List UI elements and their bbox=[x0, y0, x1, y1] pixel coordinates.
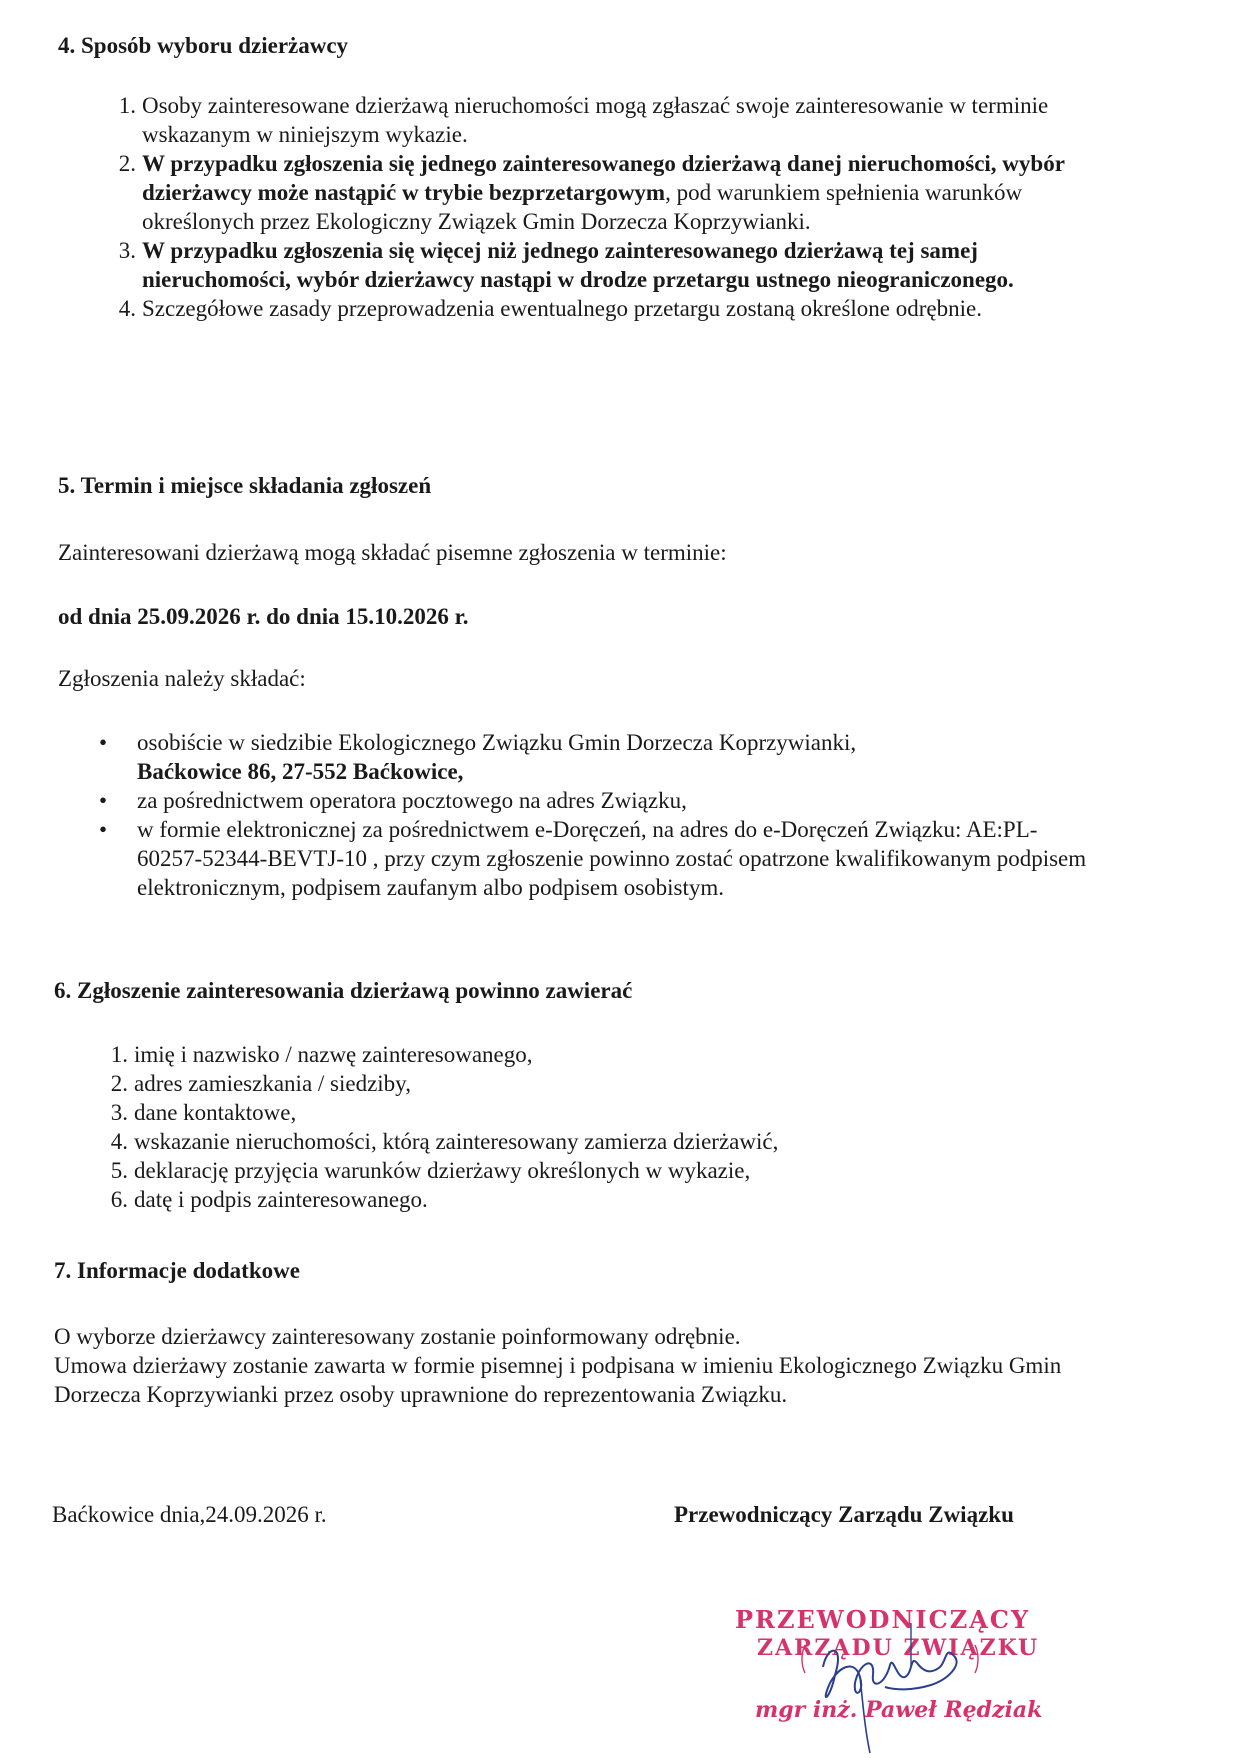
list-item bbox=[99, 728, 1097, 786]
stamp-line-1: PRZEWODNICZĄCY bbox=[735, 1605, 1031, 1634]
place-date: Baćkowice dnia,24.09.2026 r. bbox=[52, 1502, 327, 1527]
list-text: wskazanie nieruchomości, którą zainteresowany zamierza dzierżawić, bbox=[134, 1129, 779, 1154]
list-text: osobiście w siedzibie Ekologicznego Związku Gmin Dorzecza Koprzywianki, bbox=[137, 730, 857, 755]
list-text-bold: Baćkowice 86, 27-552 Baćkowice, bbox=[137, 759, 464, 784]
bullet-icon: • bbox=[99, 730, 108, 755]
list-text-bold: W przypadku zgłoszenia się więcej niż jednego zainteresowanego dzierżawą tej samej nieruchomości, wybór dzierżawcy nastąpi w drodze przetargu ustnego nieograniczonego. bbox=[142, 238, 1014, 292]
list-item bbox=[110, 1040, 1094, 1069]
official-stamp bbox=[735, 1605, 1065, 1755]
list-item bbox=[110, 1156, 1094, 1185]
list-number: 4. bbox=[110, 1129, 128, 1154]
section-5-bullets bbox=[99, 728, 1097, 902]
list-number: 1. bbox=[118, 93, 136, 118]
section-6-heading: 6. Zgłoszenie zainteresowania dzierżawą powinno zawierać bbox=[54, 978, 633, 1003]
list-number: 3. bbox=[110, 1100, 128, 1125]
list-item bbox=[99, 786, 1097, 815]
section-4-list bbox=[118, 91, 1132, 323]
list-text: Szczegółowe zasady przeprowadzenia ewentualnego przetargu zostaną określone odrębnie. bbox=[142, 296, 982, 321]
section-4-heading: 4. Sposób wyboru dzierżawcy bbox=[58, 33, 349, 58]
list-text: datę i podpis zainteresowanego. bbox=[134, 1187, 428, 1212]
list-item bbox=[110, 1069, 1094, 1098]
list-text: w formie elektronicznej za pośrednictwem e-Doręczeń, na adres do e-Doręczeń Związku: AE:PL-60257-52344-BEVTJ-10 , przy czym zgłoszenie powinno zostać opatrzone kwalifikowanym podpisem elektronicznym, podpisem zaufanym albo podpisem osobistym. bbox=[137, 817, 1087, 900]
list-item bbox=[118, 91, 1132, 149]
section-5-deadline: od dnia 25.09.2026 r. do dnia 15.10.2026 r. bbox=[58, 604, 469, 629]
list-text: dane kontaktowe, bbox=[134, 1100, 297, 1125]
list-item bbox=[110, 1127, 1094, 1156]
signatory-title: Przewodniczący Zarządu Związku bbox=[674, 1502, 1014, 1527]
section-5-intro: Zainteresowani dzierżawą mogą składać pisemne zgłoszenia w terminie: bbox=[58, 540, 727, 565]
section-7-line2: Umowa dzierżawy zostanie zawarta w formie pisemnej i podpisana w imieniu Ekologicznego Związku Gmin Dorzecza Koprzywianki przez osoby uprawnione do reprezentowania Związku. bbox=[54, 1353, 1062, 1407]
list-text: imię i nazwisko / nazwę zainteresowanego, bbox=[134, 1042, 533, 1067]
stamp-line-2: ZARZĄDU ZWIĄZKU bbox=[757, 1635, 1040, 1661]
list-number: 3. bbox=[118, 238, 136, 263]
list-text: Osoby zainteresowane dzierżawą nieruchomości mogą zgłaszać swoje zainteresowanie w terminie wskazanym w niniejszym wykazie. bbox=[142, 93, 1049, 147]
bullet-icon: • bbox=[99, 817, 108, 842]
list-item bbox=[118, 236, 1132, 294]
list-text: adres zamieszkania / siedziby, bbox=[134, 1071, 411, 1096]
list-number: 2. bbox=[118, 151, 136, 176]
section-5-heading: 5. Termin i miejsce składania zgłoszeń bbox=[58, 473, 432, 498]
list-item bbox=[118, 294, 1132, 323]
list-item bbox=[110, 1098, 1094, 1127]
list-item bbox=[99, 815, 1097, 902]
list-number: 6. bbox=[110, 1187, 128, 1212]
handwritten-signature bbox=[735, 1605, 1065, 1755]
list-item bbox=[110, 1185, 1094, 1214]
bullet-icon: • bbox=[99, 788, 108, 813]
list-number: 5. bbox=[110, 1158, 128, 1183]
section-7-heading: 7. Informacje dodatkowe bbox=[54, 1258, 300, 1283]
list-text-bold: W przypadku zgłoszenia się jednego zainteresowanego dzierżawą danej nieruchomości, wybór dzierżawcy może nastąpić w trybie bezprzetargowym bbox=[142, 151, 1065, 205]
section-7-line1: O wyborze dzierżawcy zainteresowany zostanie poinformowany odrębnie. bbox=[54, 1324, 741, 1349]
list-text: deklarację przyjęcia warunków dzierżawy określonych w wykazie, bbox=[134, 1158, 751, 1183]
list-number: 1. bbox=[110, 1042, 128, 1067]
list-text: za pośrednictwem operatora pocztowego na adres Związku, bbox=[137, 788, 687, 813]
stamp-line-3: mgr inż. Paweł Rędziak bbox=[755, 1697, 1043, 1723]
section-5-how-label: Zgłoszenia należy składać: bbox=[58, 666, 306, 691]
list-text: , pod warunkiem spełnienia warunków określonych przez Ekologiczny Związek Gmin Dorzecza Koprzywianki. bbox=[142, 180, 1023, 234]
list-number: 4. bbox=[118, 296, 136, 321]
list-number: 2. bbox=[110, 1071, 128, 1096]
section-6-list bbox=[110, 1040, 1094, 1214]
list-item bbox=[118, 149, 1132, 236]
